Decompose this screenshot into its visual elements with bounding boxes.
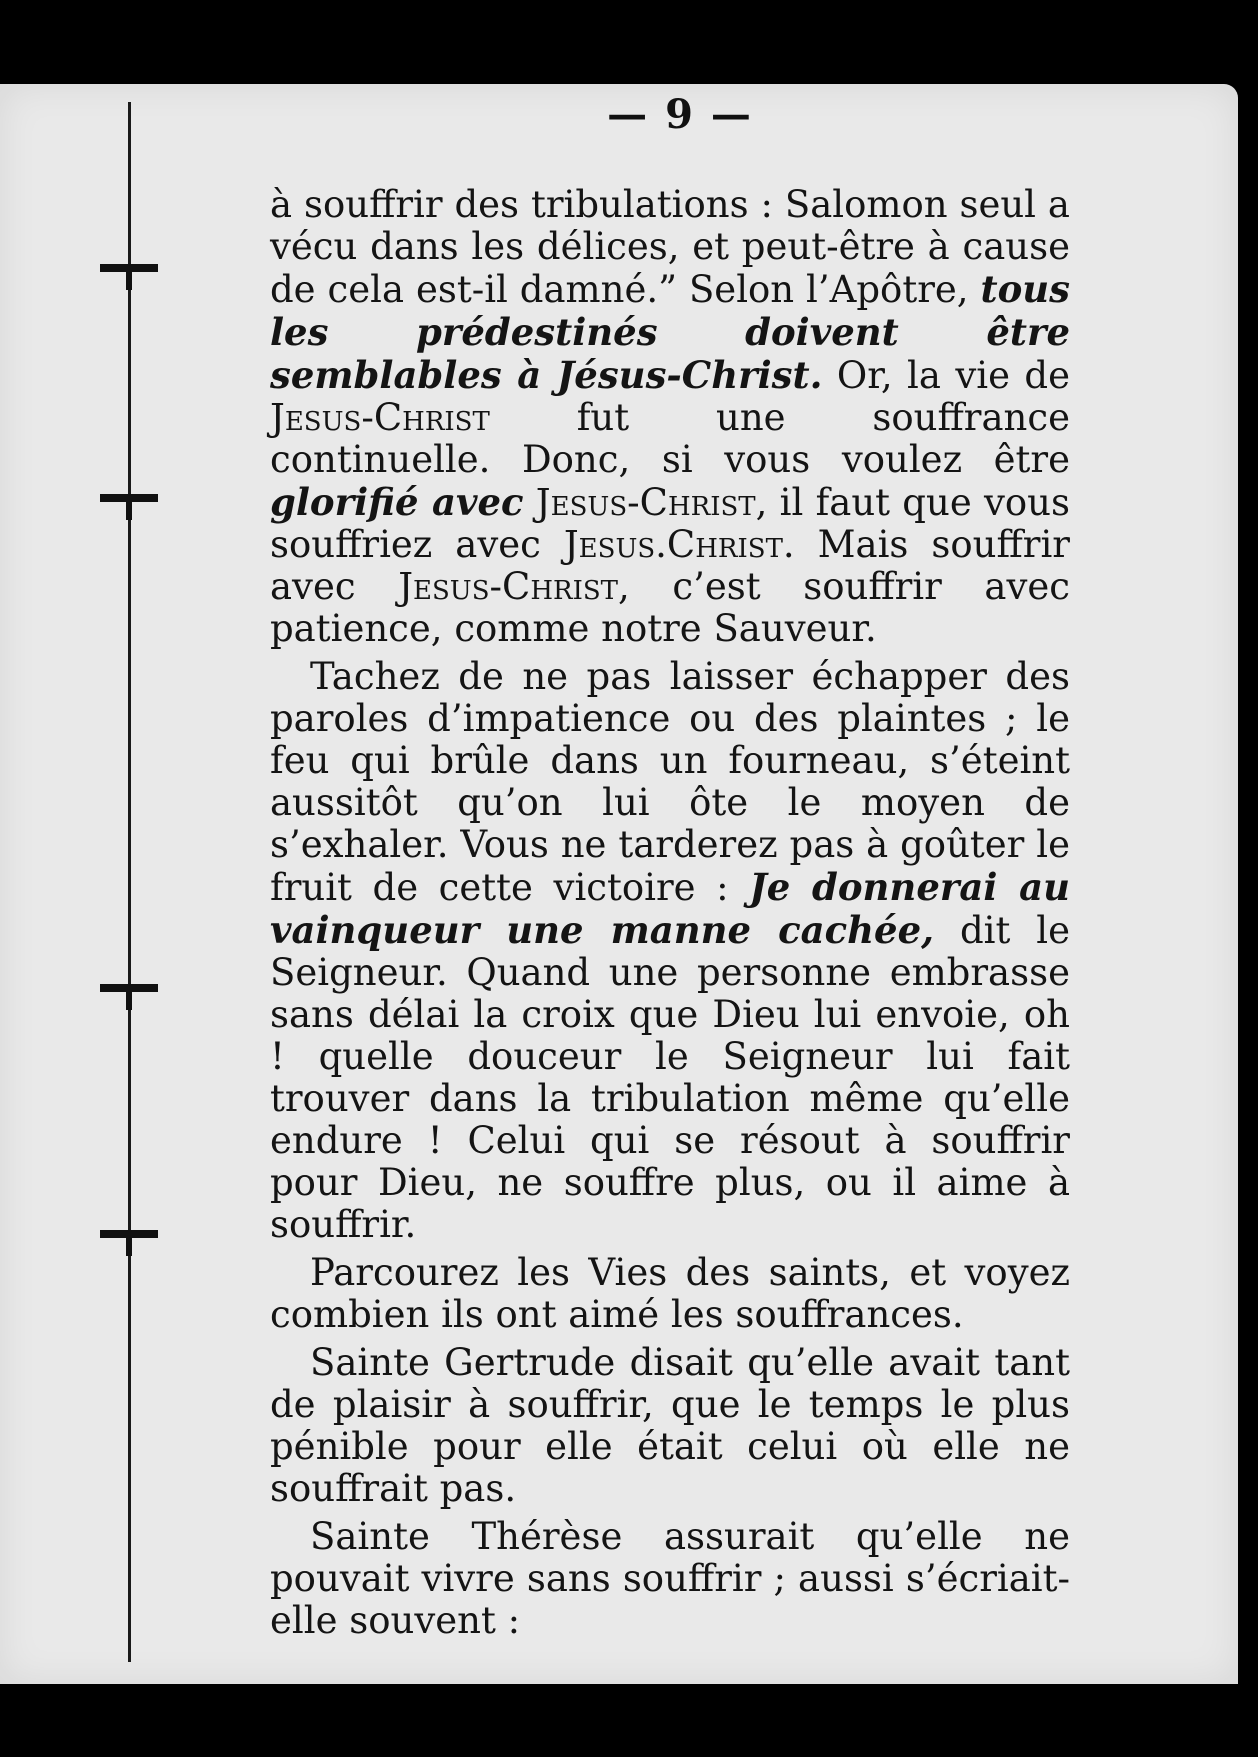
book-page [0, 84, 1238, 1684]
paragraph [270, 656, 1070, 1246]
paragraph [270, 1252, 1070, 1336]
binding-rule [128, 102, 131, 1662]
text-run: dit le Seigneur. Quand une personne embrasse sans délai la croix que Dieu lui envoie, oh ! quelle douceur le Seigneur lui fait trouver dans la tribulation même qu’elle endure ! Celui qui se résout à souffrir pour Dieu, ne souffre plus, ou il aime à souffrir. [270, 909, 1071, 1246]
binding-tick [100, 1230, 158, 1238]
paragraph [270, 1516, 1070, 1642]
italic-text: Je donnerai au vainqueur une manne cachée, [270, 865, 1070, 952]
text-run: , il faut que vous souffriez avec [270, 481, 1070, 566]
text-run: Or, la vie de [822, 354, 1071, 397]
italic-text: glorifié avec [270, 480, 524, 524]
smallcaps-text: Jesus.Christ [563, 523, 783, 566]
paragraph [270, 184, 1070, 650]
binding-tick [100, 984, 158, 992]
text-run: , c’est souffrir avec patience, comme notre Sauveur. [270, 565, 1070, 650]
smallcaps-text: Jesus-Christ [535, 481, 756, 524]
binding-tick [100, 494, 158, 502]
text-run: fut une souffrance continuelle. Donc, si vous voulez être [270, 396, 1070, 481]
text-run: Parcourez les Vies des saints, et voyez combien ils ont aimé les souffrances. [270, 1251, 1070, 1336]
text-run: Sainte Gertrude disait qu’elle avait tant de plaisir à souffrir, que le temps le plus pénible pour elle était celui où elle ne souffrait pas. [270, 1341, 1070, 1510]
text-run: à souffrir des tribulations : Salomon seul a vécu dans les délices, et peut-être à cause de cela est-il damné.” Selon l’Apôtre, [270, 183, 1070, 311]
text-run [524, 481, 536, 524]
smallcaps-text: Jesus-Christ [398, 565, 619, 608]
smallcaps-text: Jesus-Christ [270, 396, 490, 439]
italic-text: tous les prédestinés doivent être semblables à Jésus-Christ. [270, 267, 1070, 397]
body-text [270, 184, 1070, 1642]
text-run: . Mais souffrir avec [270, 523, 1070, 608]
paragraph [270, 1342, 1070, 1510]
page-number: — 9 — [607, 91, 753, 138]
binding-tick [100, 264, 158, 272]
text-run: Sainte Thérèse assurait qu’elle ne pouvait vivre sans souffrir ; aussi s’écriait-elle souvent : [270, 1515, 1070, 1642]
text-run: Tachez de ne pas laisser échapper des paroles d’impatience ou des plaintes ; le feu qui brûle dans un fourneau, s’éteint aussitôt qu’on lui ôte le moyen de s’exhaler. Vous ne tarderez pas à goûter le fruit de cette victoire : [270, 655, 1070, 909]
